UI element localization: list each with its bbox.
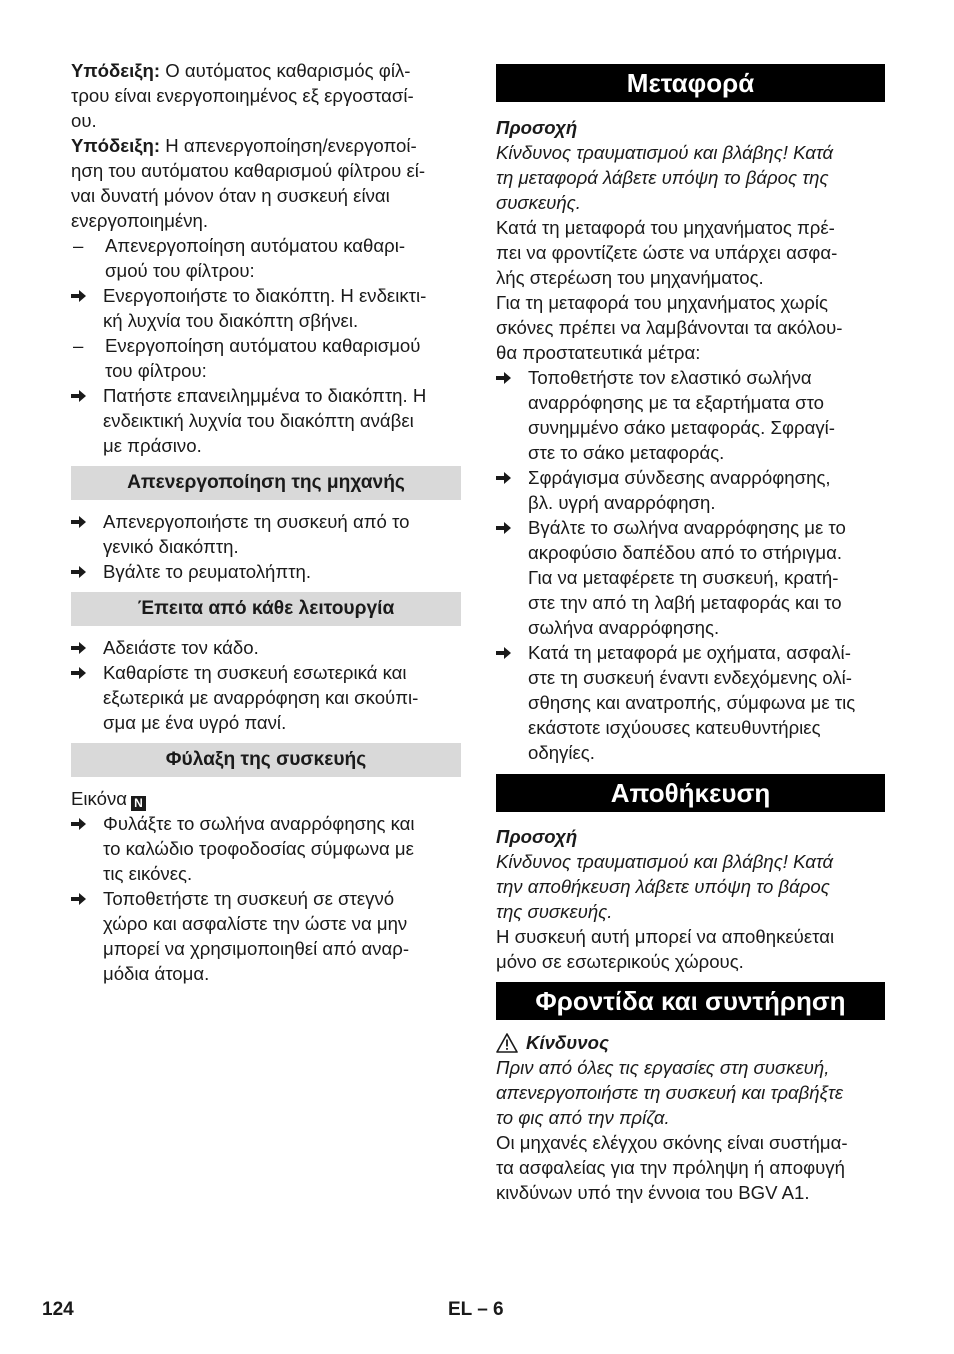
item-line: Τοποθετήστε τη συσκευή σε στεγνό [103, 888, 395, 909]
caution-line: την αποθήκευση λάβετε υπόψη το βάρος [496, 876, 830, 897]
list-item [496, 640, 885, 765]
page-number: 124 [42, 1299, 74, 1320]
note-2-line: ναι δυνατή μόνον όταν η συσκευή είναι [71, 185, 390, 206]
note-2-label: Υπόδειξη: [71, 135, 161, 156]
danger-line: Πριν από όλες τις εργασίες στη συσκευή, [496, 1057, 830, 1078]
item-line: του φίλτρου: [105, 360, 207, 381]
item-line: μπορεί να χρησιμοποιηθεί από αναρ- [103, 938, 410, 959]
caution-line: Κίνδυνος τραυματισμού και βλάβης! Κατά [496, 142, 834, 163]
paragraph-line: τα ασφαλείας για την πρόληψη ή αποφυγή [496, 1157, 845, 1178]
item-line: Τοποθετήστε τον ελαστικό σωλήνα [528, 367, 812, 388]
arrow-right-icon [71, 635, 103, 660]
filter-steps [71, 233, 461, 458]
warning-triangle-icon [496, 1033, 518, 1053]
item-line: χώρο και ασφαλίστε την ώστε να μην [103, 913, 408, 934]
item-line: σθησης και ανατροπής, σύμφωνα με τις [528, 692, 856, 713]
item-line: σμα με ένα υγρό πανί. [103, 712, 287, 733]
item-line: Σφράγισμα σύνδεσης αναρρόφησης, [528, 467, 831, 488]
caution-text [496, 140, 885, 215]
paragraph-line: Για τη μεταφορά του μηχανήματος χωρίς [496, 292, 828, 313]
arrow-right-icon [71, 660, 103, 735]
paragraph-line: κινδύνων υπό την έννοια του BGV A1. [496, 1182, 810, 1203]
item-line: στε την από τη λαβή μεταφοράς και το [528, 592, 842, 613]
list-item [71, 886, 461, 986]
danger-label: Κίνδυνος [526, 1032, 609, 1053]
arrow-right-icon [496, 640, 528, 765]
danger-line: απενεργοποιήστε τη συσκευή και τραβήξτε [496, 1082, 844, 1103]
transport-paragraph [496, 290, 885, 365]
item-line: ενδεικτική λυχνία του διακόπτη ανάβει [103, 410, 414, 431]
care-paragraph [496, 1130, 885, 1205]
arrow-right-icon [496, 365, 528, 465]
list-item [71, 811, 461, 886]
dash-marker: – [73, 235, 84, 256]
heading-transport: Μεταφορά [496, 64, 885, 102]
arrow-right-icon [496, 515, 528, 640]
item-line: Ενεργοποιήστε το διακόπτη. Η ενδεικτι- [103, 285, 427, 306]
item-line: με πράσινο. [103, 435, 202, 456]
item-line: Βγάλτε το σωλήνα αναρρόφησης με το [528, 517, 846, 538]
item-line: γενικό διακόπτη. [103, 536, 239, 557]
paragraph-line: λής στερέωση του μηχανήματος. [496, 267, 764, 288]
arrow-right-icon [496, 465, 528, 515]
paragraph-line: Κατά τη μεταφορά του μηχανήματος πρέ- [496, 217, 835, 238]
list-item [71, 233, 461, 283]
storage-paragraph [496, 924, 885, 974]
paragraph-line: σκόνες πρέπει να λαμβάνονται τα ακόλου- [496, 317, 843, 338]
caution-line: τη μεταφορά λάβετε υπόψη το βάρος της [496, 167, 829, 188]
heading-storage-right: Αποθήκευση [496, 774, 885, 812]
language-page-label: EL – 6 [448, 1299, 504, 1320]
item-line: ακροφύσιο δαπέδου από το στήριγμα. [528, 542, 843, 563]
item-line: Πατήστε επανειλημμένα το διακόπτη. Η [103, 385, 427, 406]
item-line: Ενεργοποίηση αυτόματου καθαρισμού [105, 335, 421, 356]
item-line: οδηγίες. [528, 742, 595, 763]
figure-reference [71, 786, 461, 811]
note-1-line: τρου είναι ενεργοποιημένος εξ εργοστασί- [71, 85, 414, 106]
item-line: Φυλάξτε το σωλήνα αναρρόφησης και [103, 813, 415, 834]
item-line: βλ. υγρή αναρρόφηση. [528, 492, 716, 513]
paragraph-line: Οι μηχανές ελέγχου σκόνης είναι συστήμα- [496, 1132, 848, 1153]
list-item [496, 365, 885, 465]
arrow-right-icon [71, 886, 103, 986]
list-item [71, 383, 461, 458]
item-line: Καθαρίστε τη συσκευή εσωτερικά και [103, 662, 407, 683]
list-item [71, 559, 461, 584]
note-1-line: Ο αυτόματος καθαρισμός φίλ- [160, 60, 411, 81]
item-line: αναρρόφησης με τα εξαρτήματα στο [528, 392, 825, 413]
danger-label-row [496, 1030, 885, 1055]
danger-text [496, 1055, 885, 1130]
caution-line: Κίνδυνος τραυματισμού και βλάβης! Κατά [496, 851, 834, 872]
list-item [71, 635, 461, 660]
right-column [496, 64, 885, 1205]
item-line: τις εικόνες. [103, 863, 193, 884]
figure-label: Εικόνα [71, 788, 127, 809]
danger-line: το φις από την πρίζα. [496, 1107, 670, 1128]
item-line: εκάστοτε ισχύουσες κατευθυντήριες [528, 717, 821, 738]
item-line: εξωτερικά με αναρρόφηση και σκούπι- [103, 687, 419, 708]
list-item [71, 333, 461, 383]
arrow-right-icon [71, 509, 103, 559]
list-item [71, 660, 461, 735]
arrow-right-icon [71, 559, 103, 584]
item-line: σμού του φίλτρου: [105, 260, 255, 281]
left-column [71, 58, 461, 986]
item-line: σωλήνα αναρρόφησης. [528, 617, 720, 638]
figure-n-icon: N [131, 796, 146, 811]
dash-marker: – [73, 335, 84, 356]
transport-paragraph [496, 215, 885, 290]
item-line: Κατά τη μεταφορά με οχήματα, ασφαλί- [528, 642, 851, 663]
item-line: Βγάλτε το ρευματολήπτη. [103, 561, 312, 582]
caution-line: συσκευής. [496, 192, 581, 213]
caution-text [496, 849, 885, 924]
note-2 [71, 133, 461, 233]
heading-after-operation: Έπειτα από κάθε λειτουργία [71, 592, 461, 626]
note-1-line: ου. [71, 110, 97, 131]
item-line: μόδια άτομα. [103, 963, 210, 984]
item-line: κή λυχνία του διακόπτη σβήνει. [103, 310, 359, 331]
arrow-right-icon [71, 383, 103, 458]
heading-shutdown: Απενεργοποίηση της μηχανής [71, 466, 461, 500]
heading-care: Φροντίδα και συντήρηση [496, 982, 885, 1020]
note-1 [71, 58, 461, 133]
item-line: στε τη συσκευή έναντι ενδεχόμενης ολί- [528, 667, 852, 688]
paragraph-line: πει να φροντίζετε ώστε να υπάρχει ασφα- [496, 242, 838, 263]
arrow-right-icon [71, 283, 103, 333]
list-item [71, 509, 461, 559]
paragraph-line: θα προστατευτικά μέτρα: [496, 342, 701, 363]
list-item [496, 515, 885, 640]
list-item [71, 283, 461, 333]
note-2-line: ενεργοποιημένη. [71, 210, 209, 231]
list-item [496, 465, 885, 515]
caution-label: Προσοχή [496, 826, 578, 847]
heading-storage: Φύλαξη της συσκευής [71, 743, 461, 777]
item-line: Για να μεταφέρετε τη συσκευή, κρατή- [528, 567, 839, 588]
item-line: στε το σάκο μεταφοράς. [528, 442, 725, 463]
caution-line: της συσκευής. [496, 901, 613, 922]
paragraph-line: μόνο σε εσωτερικούς χώρους. [496, 951, 744, 972]
item-line: το καλώδιο τροφοδοσίας σύμφωνα με [103, 838, 414, 859]
note-1-label: Υπόδειξη: [71, 60, 161, 81]
paragraph-line: Η συσκευή αυτή μπορεί να αποθηκεύεται [496, 926, 835, 947]
item-line: συνημμένο σάκο μεταφοράς. Σφραγί- [528, 417, 835, 438]
item-line: Απενεργοποίηση αυτόματου καθαρι- [105, 235, 406, 256]
note-2-line: Η απενεργοποίηση/ενεργοποί- [160, 135, 417, 156]
item-line: Απενεργοποιήστε τη συσκευή από το [103, 511, 410, 532]
item-line: Αδειάστε τον κάδο. [103, 637, 259, 658]
arrow-right-icon [71, 811, 103, 886]
caution-label: Προσοχή [496, 117, 578, 138]
note-2-line: ηση του αυτόματου καθαρισμού φίλτρου εί- [71, 160, 426, 181]
